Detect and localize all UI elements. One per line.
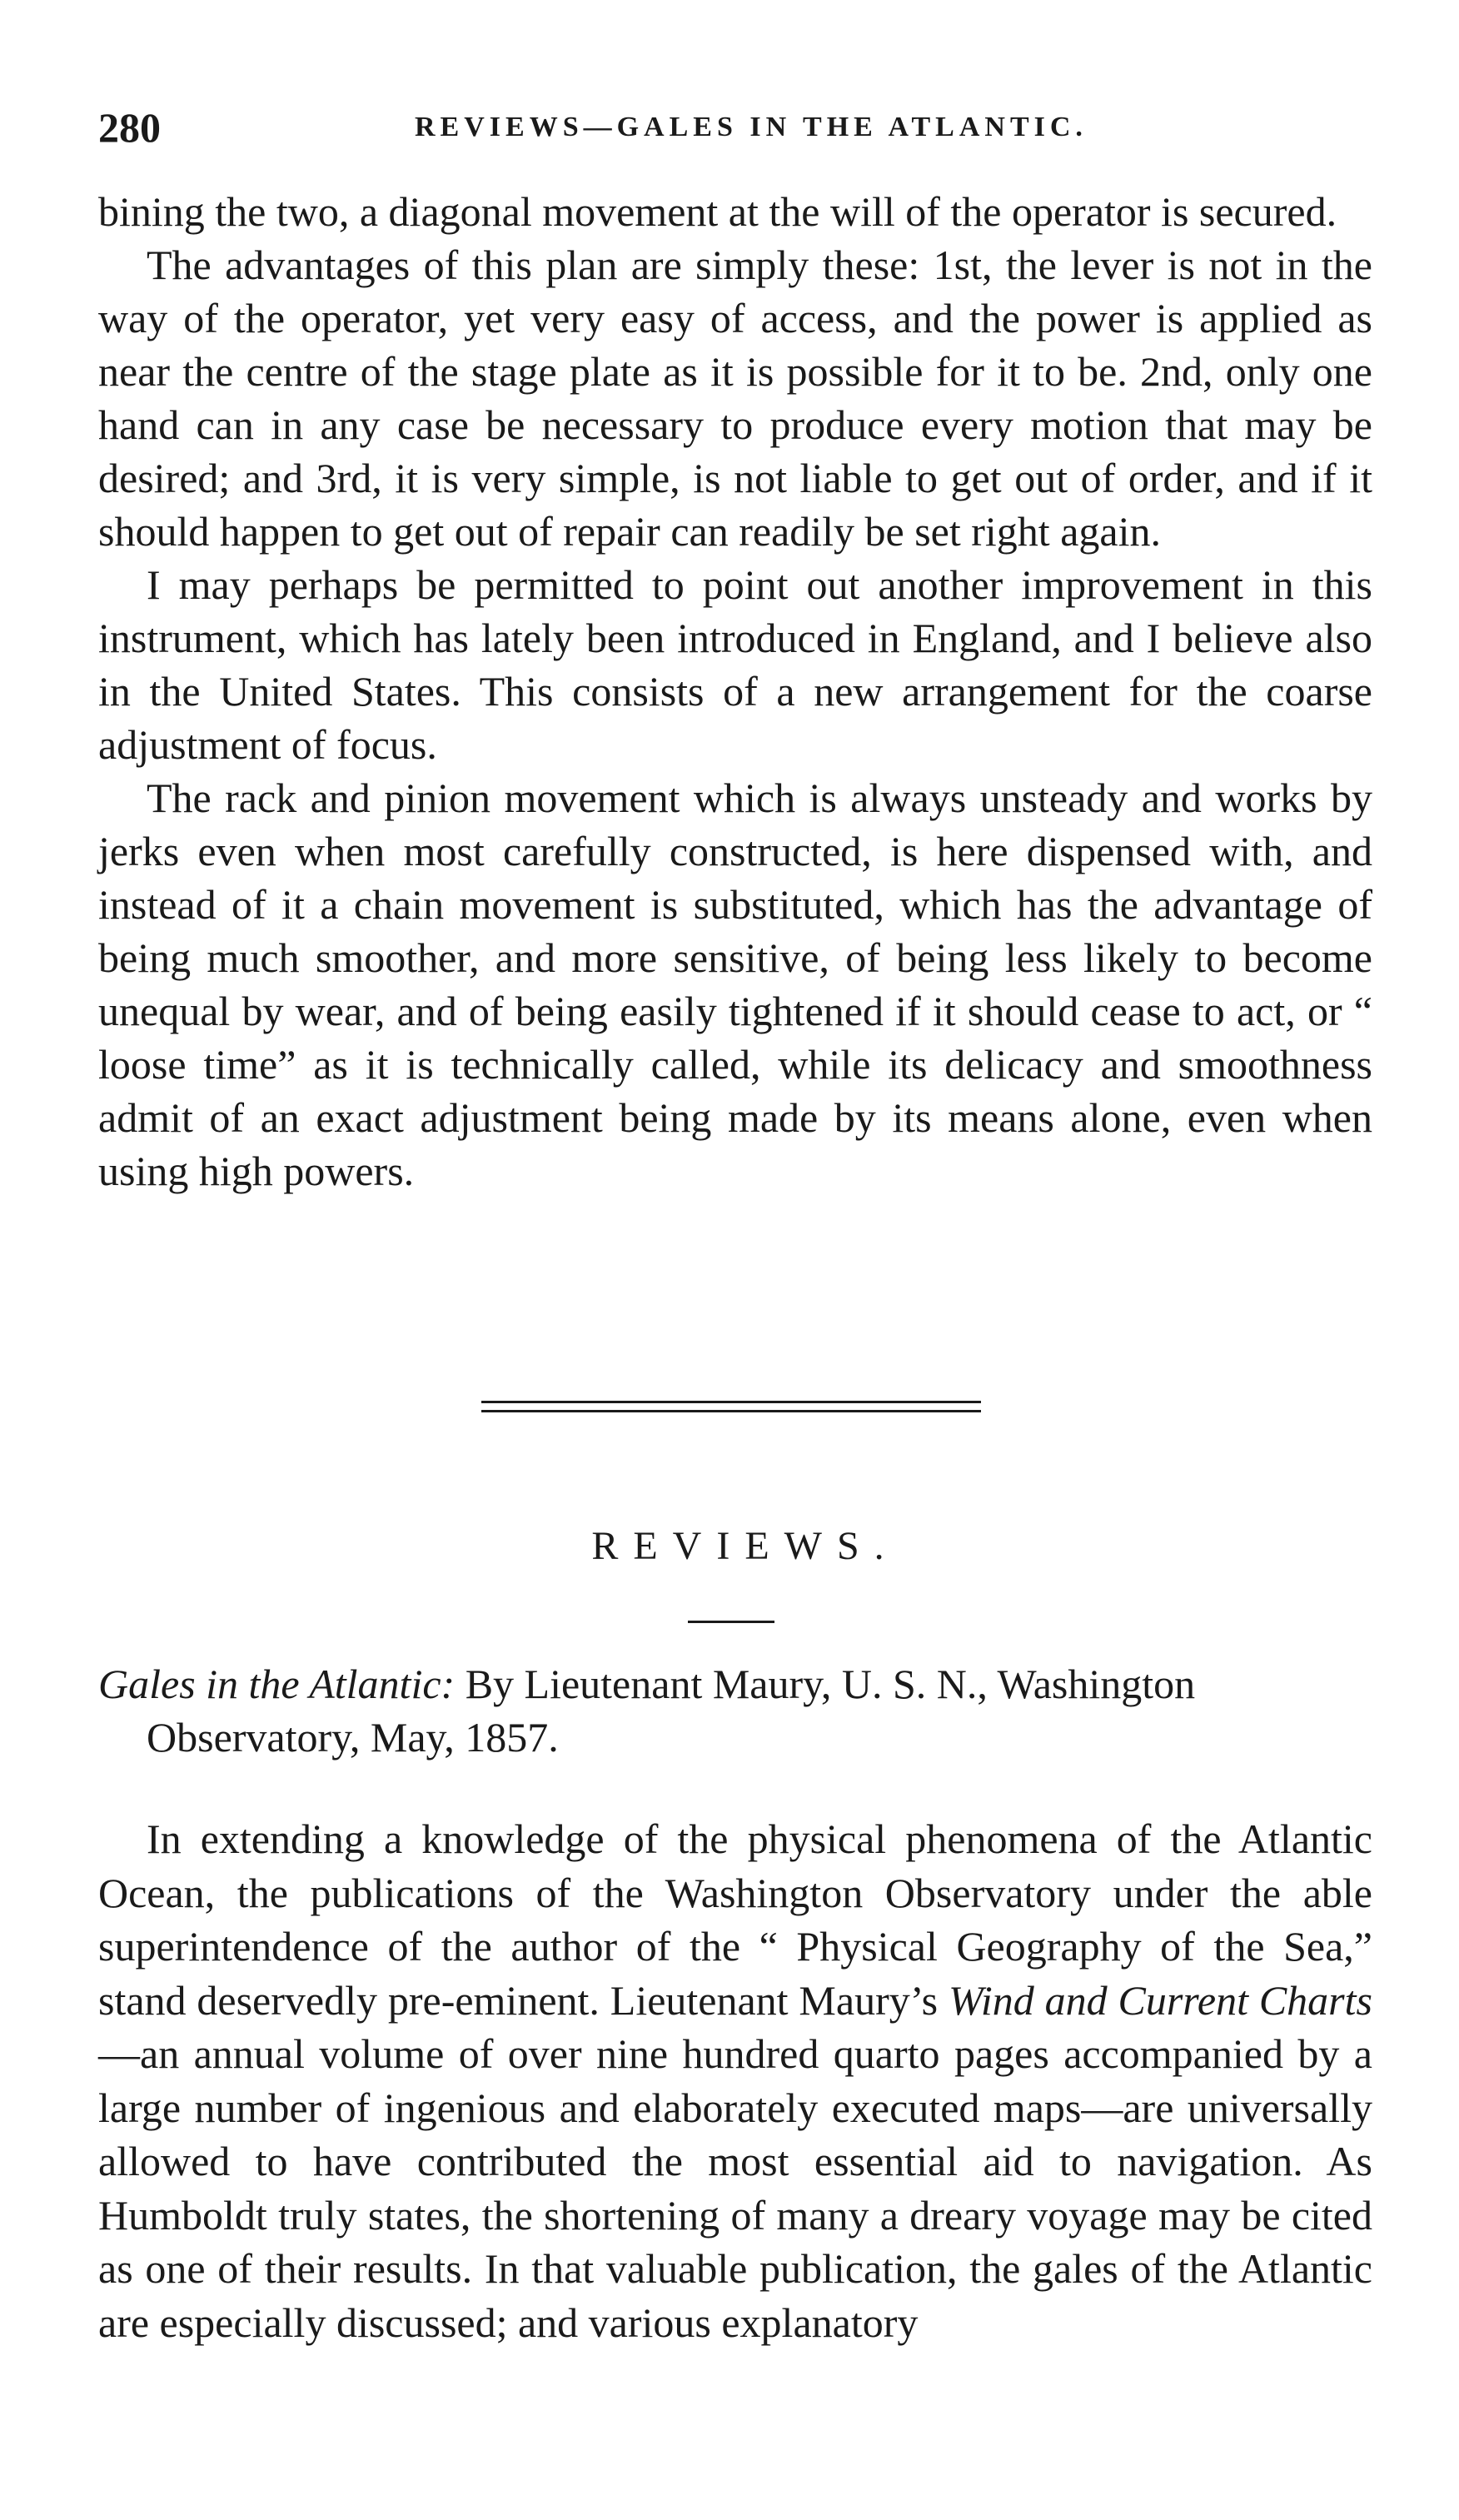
paragraph: The advantages of this plan are simply these: 1st, the lever is not in the way of the operator, yet very easy of access, and the power is applied as near the centre of the stage plate as it is possible for it to be. 2nd, only one hand can in any case be necessary to produce every motion that may be desired; and 3rd, it is very simple, is not liable to get out of order, and if it should happen to get out of repair can readily be set right again.: [98, 242, 1372, 555]
italic-title: Wind and Current Charts: [948, 1976, 1372, 2024]
page-number: 280: [98, 104, 161, 151]
cited-work-title: Gales in the Atlantic:: [98, 1661, 456, 1707]
review-citation: [98, 1657, 1372, 1764]
review-body: [98, 1812, 1372, 2349]
paragraph: I may perhaps be permitted to point out another improvement in this instrument, which has lately been introduced in England, and I believe also in the United States. This consists of a new arrangement for the coarse adjustment of focus.: [98, 561, 1372, 768]
article-continuation: [98, 185, 1372, 1198]
section-divider: [481, 1401, 981, 1412]
running-title: REVIEWS—GALES IN THE ATLANTIC.: [415, 112, 1088, 142]
paragraph-text: In extending a knowledge of the physical phenomena of the Atlantic Ocean, the publications of the Washington Observatory under the able superintendence of the author of the “ Physical Geography of the Sea,” stand deservedly pre-eminent. Lieutenant Maury’s: [98, 1815, 1372, 2024]
paragraph: [98, 1812, 1372, 2349]
section-heading: REVIEWS.: [591, 1524, 899, 1568]
paragraph: The rack and pinion movement which is always unsteady and works by jerks even when most carefully constructed, is here dispensed with, and instead of it a chain movement is substituted, which has the advantage of being much smoother, and more sensitive, of being less likely to become unequal by wear, and of being easily tightened if it should cease to act, or “ loose time” as it is technically called, while its delicacy and smoothness admit of an exact adjustment being made by its means alone, even when using high powers.: [98, 774, 1372, 1194]
cited-work-details: By Lieutenant Maury, U. S. N., Washington Observatory, May, 1857.: [147, 1661, 1196, 1761]
paragraph: bining the two, a diagonal movement at the will of the operator is secured.: [98, 188, 1337, 235]
running-head: [98, 98, 1372, 157]
paragraph-text: —an annual volume of over nine hundred quarto pages accompanied by a large number of ingenious and elaborately executed maps—are universally allowed to have contributed the most essential aid to navigation. As Humboldt truly states, the shortening of many a dreary voyage may be cited as one of their results. In that valuable publication, the gales of the Atlantic are especially discussed; and various explanatory: [98, 2030, 1372, 2346]
heading-rule: [688, 1621, 774, 1623]
